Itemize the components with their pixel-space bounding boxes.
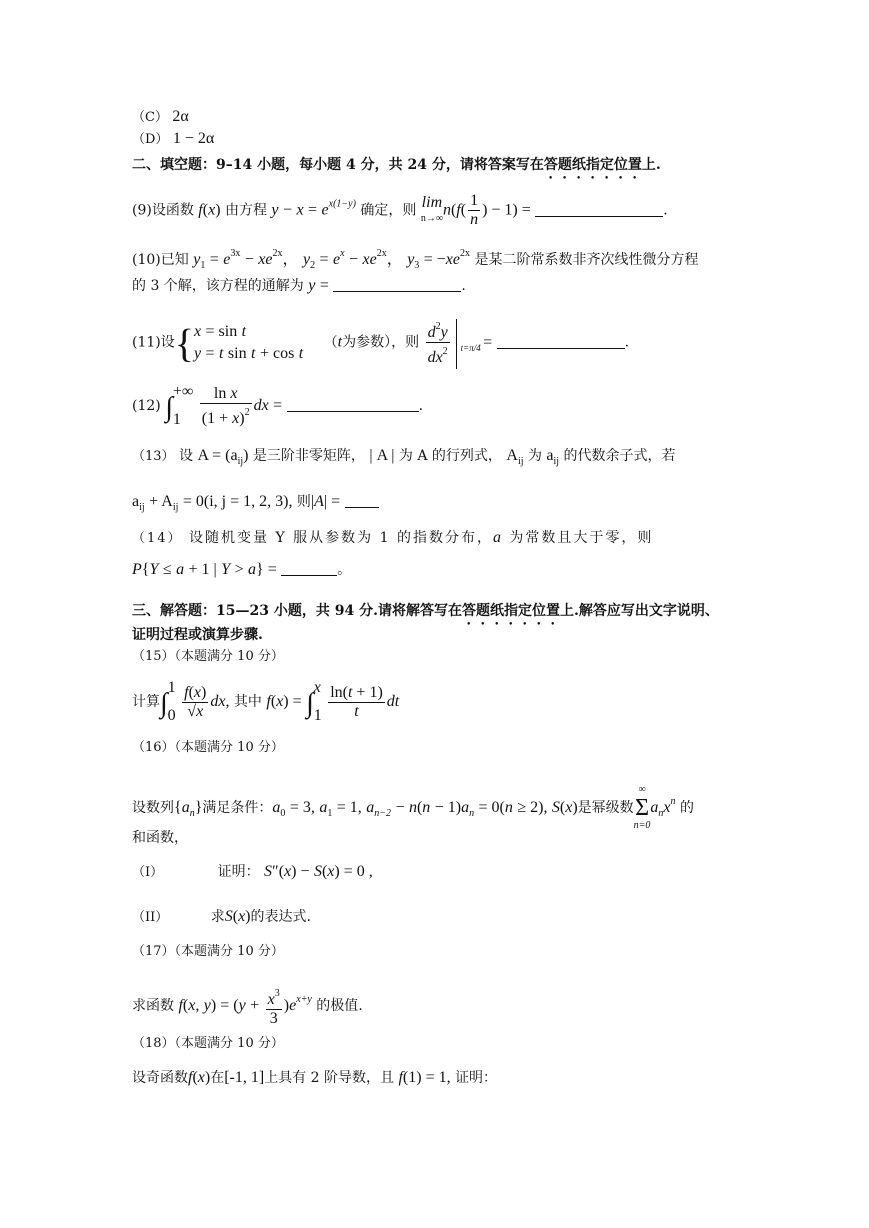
q15-integrand: $\frac{f(x)}{√x}$ — [184, 683, 207, 720]
section-3-heading: 三、解答题：15—23 小题，共 94 分.请将解答写在答题纸指定位置上.解答应写出文字说明、 — [132, 603, 719, 619]
q11-answer-blank[interactable] — [497, 334, 625, 349]
question-17-header: （17）（本题满分 10 分） — [132, 944, 284, 959]
question-13: （13） 设 $A = (a_{ij})$ 是三阶非零矩阵， | A | 为 A 的行列式， $A_{ij}$ 为 $a_{ij}$ 的代数余子式，若 — [132, 447, 676, 467]
q9-limit: lim n→∞ — [420, 193, 443, 224]
question-16-part-2: （II） 求S(x)的表达式. — [132, 908, 311, 925]
q12-integrand: $\frac{\text{ln x}}{(1 + x)^2}$ — [201, 384, 250, 427]
question-10-line-2: 的 3 个解，该方程的通解为 y = . — [132, 277, 466, 294]
q13-answer-blank[interactable] — [345, 493, 379, 508]
question-14-line-2: P{Y ≤ a + 1 | Y > a} = 。 — [132, 561, 352, 578]
question-15: 计算∫ 1 0 $\frac{f(x)}{√x}$ dx, 其中 f(x) = ∫ x 1 $\frac{\ln(t + 1)}{t}$ dt — [132, 679, 400, 724]
q11-parametric-system: x = sin t y = t sin t + cos t — [193, 322, 304, 362]
question-16: 设数列$\{a_n\}$满足条件：$a_0 = 3$, $a_1 = 1$, $a_{n-2} - n(n - 1)a_n = 0(n \ge 2)$, S(x)是幂级数 ∞ Σ n=0 $a_nx^n$ 的 — [132, 784, 694, 831]
q11-left-brace: { — [174, 320, 194, 366]
option-c: （C） 2α — [132, 108, 189, 125]
question-16-line-2: 和函数， — [132, 830, 188, 846]
question-14: （14） 设随机变量 Y 服从参数为 1 的指数分布，a 为常数且大于零，则 — [132, 529, 654, 546]
q15-inner-integrand: $\frac{\ln(t + 1)}{t}$ — [330, 683, 383, 720]
q14-answer-blank[interactable] — [281, 561, 337, 576]
question-9: (9)设函数 f(x) 由方程 $y - x = e^{x(1-y)}$ 确定，则 lim n→∞ n(f( $\frac{1}{n}$ ) − 1) = . — [132, 192, 668, 228]
question-16-part-1: （I） 证明： S″(x) − S(x) = 0 , — [132, 863, 373, 880]
q9-answer-blank[interactable] — [535, 202, 663, 217]
question-12: (12) ∫ +∞ 1 $\frac{\text{ln x}}{(1 + x)^2}$ dx = . — [132, 383, 424, 428]
q17-fraction: $\frac{x^3}{3}$ — [266, 985, 282, 1028]
q11-second-derivative: $\frac{d^2y}{dx^2}$ — [426, 318, 450, 367]
question-17: 求函数 f(x, y) = (y + $\frac{x^3}{3}$ )$e^{x+y}$ 的极值. — [132, 978, 363, 1028]
q9-f-of-x: f — [198, 201, 203, 219]
q12-answer-blank[interactable] — [287, 397, 419, 412]
q16-summation: ∞ Σ n=0 — [633, 784, 651, 831]
q10-answer-blank[interactable] — [333, 277, 461, 292]
q12-integral-sign: ∫ — [165, 392, 173, 423]
q11-evaluation-bar: t=π/4 — [456, 319, 457, 369]
question-13-line-2: $a_{ij} + A_{ij} = 0(i$, j = 1, 2, 3), 则|A| = — [132, 492, 379, 518]
section-2-heading: 二、填空题：9–14 小题，每小题 4 分，共 24 分，请将答案写在答题纸指定位置上. — [132, 157, 661, 173]
q9-fraction: $\frac{1}{n}$ — [470, 192, 479, 228]
question-16-header: （16）（本题满分 10 分） — [132, 740, 284, 755]
question-15-header: （15）（本题满分 10 分） — [132, 649, 284, 664]
section-3-heading-line-2: 证明过程或演算步骤. — [132, 627, 263, 643]
question-11: (11)设{ x = sin t y = t sin t + cos t （t为参数），则 $\frac{d^2y}{dx^2}$ t=π/4 = . — [132, 318, 629, 369]
question-10: (10)已知 $y_1 = e^{3x} - xe^{2x}$， $y_2 = e^x - xe^{2x}$， $y_3 = -xe^{2x}$ 是某二阶常系数非齐次线性微分方程 — [132, 248, 699, 271]
question-18: 设奇函数f(x)在[-1, 1]上具有 2 阶导数，且 f(1) = 1, 证明： — [132, 1069, 498, 1086]
option-d: （D） 1 − 2α — [132, 130, 215, 147]
question-18-header: （18）（本题满分 10 分） — [132, 1036, 284, 1051]
